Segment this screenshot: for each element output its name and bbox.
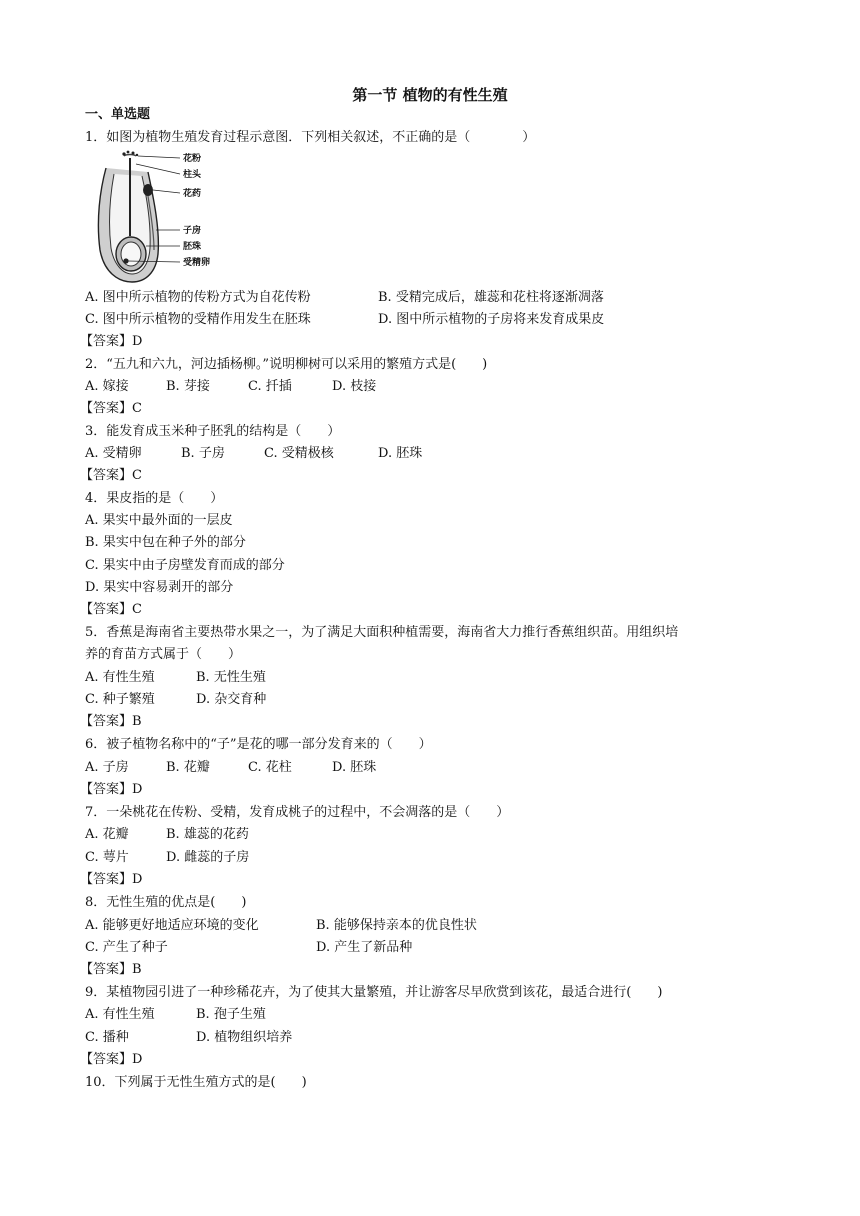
- question-1-option-d: D. 图中所示植物的子房将来发育成果皮: [378, 312, 605, 327]
- question-7-option-b: B. 雄蕊的花药: [166, 827, 249, 842]
- question-4-option-b: B. 果实中包在种子外的部分: [85, 535, 246, 550]
- figure-label-pollen: 花粉: [183, 154, 202, 164]
- question-6-option-a: A. 子房: [85, 760, 129, 775]
- question-7-option-a: A. 花瓣: [85, 827, 129, 842]
- question-7-answer: 【答案】D: [80, 872, 143, 887]
- question-4-stem: 4．果皮指的是（ ）: [85, 491, 224, 506]
- figure-label-ovary: 子房: [183, 226, 202, 236]
- question-6-stem: 6．被子植物名称中的“子”是花的哪一部分发育来的（ ）: [85, 737, 432, 752]
- question-8-option-c: C. 产生了种子: [85, 940, 168, 955]
- question-2-option-c: C. 扦插: [248, 379, 292, 394]
- question-3-stem: 3．能发育成玉米种子胚乳的结构是（ ）: [85, 424, 341, 439]
- question-6-option-b: B. 花瓣: [166, 760, 210, 775]
- question-6-answer: 【答案】D: [80, 782, 143, 797]
- question-5-answer: 【答案】B: [80, 714, 142, 729]
- question-6-option-d: D. 胚珠: [332, 760, 377, 775]
- question-7-stem: 7．一朵桃花在传粉、受精，发育成桃子的过程中，不会凋落的是（ ）: [85, 805, 510, 820]
- flower-structure-diagram: [92, 150, 222, 284]
- page-title: 第一节 植物的有性生殖: [352, 86, 508, 104]
- question-9-option-c: C. 播种: [85, 1030, 129, 1045]
- question-5-option-c: C. 种子繁殖: [85, 692, 155, 707]
- question-8-option-b: B. 能够保持亲本的优良性状: [316, 918, 477, 933]
- question-2-option-a: A. 嫁接: [85, 379, 129, 394]
- question-5-option-d: D. 杂交育种: [196, 692, 267, 707]
- question-5-stem-continued: 养的育苗方式属于（ ）: [85, 647, 242, 662]
- question-1-option-c: C. 图中所示植物的受精作用发生在胚珠: [85, 312, 311, 327]
- question-5-option-a: A. 有性生殖: [85, 670, 155, 685]
- question-3-option-b: B. 子房: [181, 446, 225, 461]
- figure-label-zygote: 受精卵: [183, 258, 211, 268]
- question-1-option-a: A. 图中所示植物的传粉方式为自花传粉: [85, 290, 311, 305]
- question-4-option-d: D. 果实中容易剥开的部分: [85, 580, 234, 595]
- section-heading: 一、单选题: [85, 107, 151, 122]
- question-2-answer: 【答案】C: [80, 401, 142, 416]
- question-9-option-b: B. 孢子生殖: [196, 1007, 266, 1022]
- question-7-option-c: C. 萼片: [85, 850, 129, 865]
- question-3-option-a: A. 受精卵: [85, 446, 142, 461]
- question-8-stem: 8．无性生殖的优点是( ): [85, 895, 247, 910]
- question-2-option-d: D. 枝接: [332, 379, 377, 394]
- question-5-stem: 5．香蕉是海南省主要热带水果之一，为了满足大面积种植需要，海南省大力推行香蕉组织苗。用组织培: [85, 625, 679, 640]
- question-9-stem: 9．某植物园引进了一种珍稀花卉，为了使其大量繁殖，并让游客尽早欣赏到该花，最适合进行( ): [85, 985, 663, 1000]
- question-10-stem: 10．下列属于无性生殖方式的是( ): [85, 1075, 307, 1090]
- question-2-stem: 2．“五九和六九，河边插杨柳。”说明柳树可以采用的繁殖方式是( ): [85, 357, 488, 372]
- question-1-stem: 1．如图为植物生殖发育过程示意图．下列相关叙述，不正确的是（ ）: [85, 130, 536, 145]
- figure-label-stigma: 柱头: [183, 170, 202, 180]
- question-9-option-a: A. 有性生殖: [85, 1007, 155, 1022]
- question-3-option-d: D. 胚珠: [378, 446, 423, 461]
- figure-label-anther: 花药: [183, 189, 202, 199]
- question-9-option-d: D. 植物组织培养: [196, 1030, 293, 1045]
- question-7-option-d: D. 雌蕊的子房: [166, 850, 250, 865]
- question-4-answer: 【答案】C: [80, 602, 142, 617]
- question-6-option-c: C. 花柱: [248, 760, 292, 775]
- question-8-option-d: D. 产生了新品种: [316, 940, 413, 955]
- question-1-answer: 【答案】D: [80, 334, 143, 349]
- question-5-option-b: B. 无性生殖: [196, 670, 266, 685]
- question-8-answer: 【答案】B: [80, 962, 142, 977]
- question-2-option-b: B. 芽接: [166, 379, 210, 394]
- question-3-answer: 【答案】C: [80, 468, 142, 483]
- question-4-option-c: C. 果实中由子房壁发育而成的部分: [85, 558, 285, 573]
- question-9-answer: 【答案】D: [80, 1052, 143, 1067]
- question-1-option-b: B. 受精完成后，雄蕊和花柱将逐渐凋落: [378, 290, 604, 305]
- question-4-option-a: A. 果实中最外面的一层皮: [85, 513, 233, 528]
- figure-label-ovule: 胚珠: [183, 242, 202, 252]
- question-3-option-c: C. 受精极核: [264, 446, 334, 461]
- question-8-option-a: A. 能够更好地适应环境的变化: [85, 918, 259, 933]
